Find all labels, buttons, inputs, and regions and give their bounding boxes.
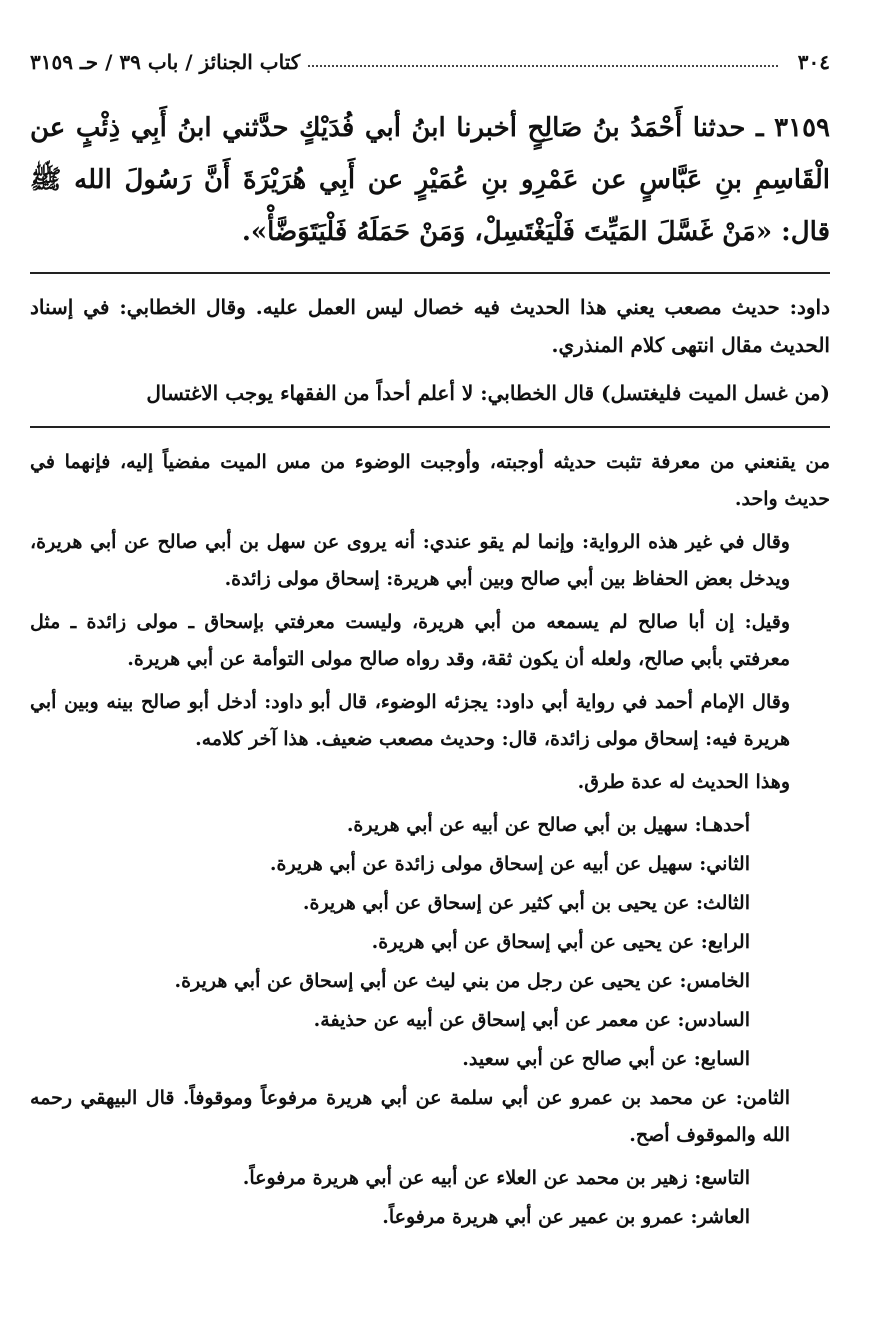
route-item: أحدهـا: سهيل بن أبي صالح عن أبيه عن أبي هريرة. bbox=[346, 814, 750, 836]
hadith-text: حدثنا أَحْمَدُ بنُ صَالِحٍ أخبرنا ابنُ أبي فُدَيْكٍ حدَّثني ابنُ أَبِي ذِئْبٍ عن الْقَاسِمِ بنِ عَبَّاسٍ عن عَمْرِو بنِ عُمَيْرٍ عن أَبِي هُرَيْرَةَ أَنَّ رَسُولَ الله ﷺ قال: «مَنْ غَسَّلَ المَيِّتَ فَلْيَغْتَسِلْ، وَمَنْ حَمَلَهُ فَلْيَتَوَضَّأْ». bbox=[30, 113, 830, 247]
commentary-paragraph bbox=[30, 374, 830, 412]
route-item: الرابع: عن يحيى عن أبي إسحاق عن أبي هريرة. bbox=[371, 931, 750, 953]
commentary-section bbox=[30, 288, 830, 412]
route-item: الثاني: سهيل عن أبيه عن إسحاق مولى زائدة عن أبي هريرة. bbox=[269, 853, 750, 875]
route-item: الخامس: عن يحيى عن رجل من بني ليث عن أبي إسحاق عن أبي هريرة. bbox=[174, 970, 750, 992]
notes-paragraph: من يقنعني من معرفة تثبت حديثه أوجبته، وأوجبت الوضوء من مس الميت مفضياً إليه، فإنهما في حديث واحد. bbox=[30, 451, 830, 510]
book-page bbox=[30, 40, 830, 1238]
section-divider-top bbox=[30, 272, 830, 274]
page-number: ٣٠٤ bbox=[797, 50, 830, 74]
notes-paragraph: وقال الإمام أحمد في رواية أبي داود: يجزئه الوضوء، قال أبو داود: أدخل أبو صالح بينه وبين أبي هريرة فيه: إسحاق مولى زائدة، قال: وحديث مصعب ضعيف. هذا آخر كلامه. bbox=[30, 691, 790, 750]
notes-paragraph: وقال في غير هذه الرواية: وإنما لم يقو عندي: أنه يروى عن سهل بن أبي صالح عن أبي هريرة، ويدخل بعض الحفاظ بين أبي صالح وبين أبي هريرة: إسحاق مولى زائدة. bbox=[30, 531, 790, 590]
commentary-paragraph: داود: حديث مصعب يعني هذا الحديث فيه خصال ليس العمل عليه. وقال الخطابي: في إسناد الحديث مقال انتهى كلام المنذري. bbox=[30, 295, 830, 357]
quoted-phrase: (من غسل الميت فليغتسل) bbox=[601, 381, 830, 405]
page-header bbox=[30, 40, 830, 84]
route-item: الثالث: عن يحيى بن أبي كثير عن إسحاق عن أبي هريرة. bbox=[302, 892, 750, 914]
route-item: السابع: عن أبي صالح عن أبي سعيد. bbox=[462, 1048, 750, 1070]
route-item: التاسع: زهير بن محمد عن العلاء عن أبيه عن أبي هريرة مرفوعاً. bbox=[242, 1167, 750, 1189]
section-divider-bottom bbox=[30, 426, 830, 428]
route-item: العاشر: عمرو بن عمير عن أبي هريرة مرفوعاً. bbox=[382, 1206, 750, 1228]
route-item: السادس: عن معمر عن أبي إسحاق عن أبيه عن حذيفة. bbox=[313, 1009, 750, 1031]
hadith-text-block bbox=[30, 102, 830, 258]
header-dots bbox=[308, 65, 777, 67]
notes-paragraph: الثامن: عن محمد بن عمرو عن أبي سلمة عن أبي هريرة مرفوعاً وموقوفاً. قال البيهقي رحمه الله والموقوف أصح. bbox=[30, 1087, 790, 1146]
commentary-text: قال الخطابي: لا أعلم أحداً من الفقهاء يوجب الاغتسال bbox=[146, 381, 602, 405]
hadith-number: ٣١٥٩ ـ bbox=[756, 113, 830, 143]
notes-paragraph: وقيل: إن أبا صالح لم يسمعه من أبي هريرة، وليست معرفتي بإسحاق ـ مولى زائدة ـ مثل معرفتي بأبي صالح، ولعله أن يكون ثقة، وقد رواه صالح مولى التوأمة عن أبي هريرة. bbox=[30, 611, 790, 670]
notes-section bbox=[30, 444, 830, 1236]
notes-paragraph: وهذا الحديث له عدة طرق. bbox=[577, 771, 790, 793]
chapter-reference: كتاب الجنائز / باب ٣٩ / حـ ٣١٥٩ bbox=[30, 50, 301, 74]
